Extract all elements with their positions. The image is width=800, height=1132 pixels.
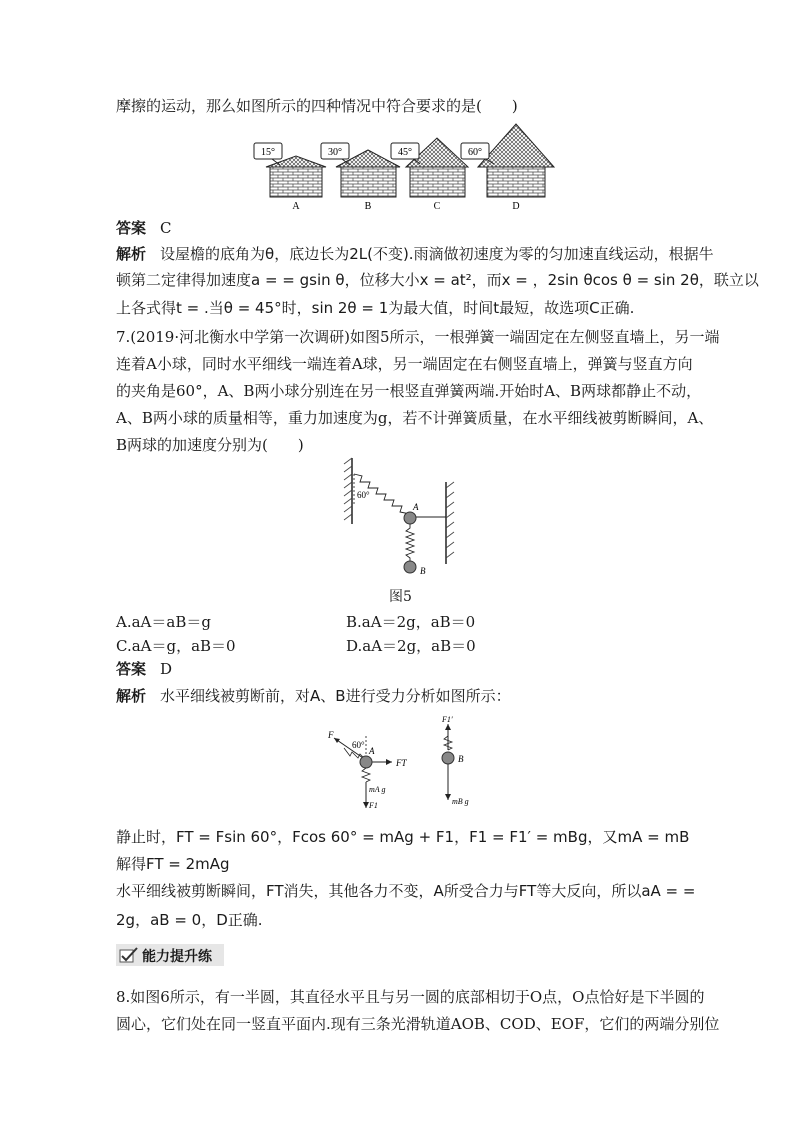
analysis-text: 设屋檐的底角为θ，底边长为2L(不变).雨滴做初速度为零的匀加速直线运动，根据牛 [160, 245, 714, 263]
house-b-angle: 30° [328, 147, 342, 158]
analysis-text: 水平细线被剪断前，对A、B进行受力分析如图所示： [160, 687, 511, 705]
q6-question-tail: 摩擦的运动，那么如图所示的四种情况中符合要求的是( ) [116, 97, 518, 115]
house-a-angle: 15° [261, 147, 275, 158]
answer-label: 答案 [116, 660, 147, 678]
house-d-label: D [512, 201, 520, 212]
q7-solution-1: 静止时，FT = Fsin 60°，Fcos 60° = mAg + F1，F1 = F1′ = mBg，又mA = mB [116, 828, 690, 846]
q8-line-1: 8.如图6所示，有一半圆，其直径水平且与另一圆的底部相切于O点，O点恰好是下半圆的 [116, 988, 705, 1006]
house-b-label: B [364, 201, 372, 212]
q6-analysis-line-2: 顿第二定律得加速度a = = gsin θ，位移大小x = at²，而x = ，2sin θcos θ = sin 2θ，联立以 [116, 271, 759, 289]
section-header [116, 944, 224, 966]
q6-analysis-line-3: 上各式得t = .当θ = 45°时，sin 2θ = 1为最大值，时间t最短，故选项C正确. [116, 299, 635, 317]
analysis-label: 解析 [116, 687, 147, 705]
house-a [254, 143, 326, 212]
house-d-angle: 60° [468, 147, 482, 158]
q6-answer [116, 218, 172, 238]
fig5-label-a: A [413, 502, 419, 512]
answer-label: 答案 [116, 219, 147, 237]
force-diagram [0, 710, 800, 820]
q7-solution-3: 水平细线被剪断瞬间，FT消失，其他各力不变，A所受合力与FT等大反向，所以aA = = [116, 882, 696, 900]
fig5-label-b: B [420, 566, 426, 576]
figure-5 [0, 454, 800, 584]
q7-solution-4: 2g，aB = 0，D正确. [116, 911, 263, 929]
analysis-label: 解析 [116, 245, 147, 263]
q7-line-1: 7.(2019·河北衡水中学第一次调研)如图5所示，一根弹簧一端固定在左侧竖直墙上，另一端 [116, 328, 720, 346]
q7-line-5: B两球的加速度分别为( ) [116, 436, 304, 454]
force-label-f1p: F1′ [442, 715, 453, 724]
house-c-angle: 45° [398, 147, 412, 158]
house-a-label: A [292, 201, 300, 212]
force-label-a: A [369, 746, 375, 756]
checkbox-icon [119, 946, 139, 964]
house-d [461, 124, 554, 212]
house-c-label: C [433, 201, 441, 212]
fig5-angle: 60° [357, 490, 370, 500]
option-c[interactable]: C.aA＝g，aB＝0 [116, 637, 236, 655]
q7-analysis [116, 686, 511, 706]
section-title: 能力提升练 [142, 949, 212, 965]
force-label-ft: FT [396, 758, 407, 768]
q6-analysis-line-1 [116, 244, 714, 264]
q7-answer [116, 659, 172, 679]
force-label-f1: F1 [369, 801, 378, 810]
option-b[interactable]: B.aA＝2g，aB＝0 [346, 613, 476, 631]
answer-value: D [160, 660, 173, 678]
force-label-b: B [458, 754, 464, 764]
q7-line-3: 的夹角是60°，A、B两小球分别连在另一根竖直弹簧两端.开始时A、B两球都静止不动， [116, 382, 702, 400]
q7-solution-2: 解得FT = 2mAg [116, 855, 230, 873]
q7-line-2: 连着A小球，同时水平细线一端连着A球，另一端固定在右侧竖直墙上，弹簧与竖直方向 [116, 355, 693, 373]
force-label-mag: mA g [369, 785, 386, 794]
answer-value: C [160, 219, 172, 237]
q7-line-4: A、B两小球的质量相等，重力加速度为g，若不计弹簧质量，在水平细线被剪断瞬间，A、 [116, 409, 714, 427]
option-d[interactable]: D.aA＝2g，aB＝0 [346, 637, 476, 655]
option-a[interactable]: A.aA＝aB＝g [116, 613, 211, 631]
force-label-f: F [328, 730, 334, 740]
q8-line-2: 圆心，它们处在同一竖直平面内.现有三条光滑轨道AOB、COD、EOF，它们的两端分别位 [116, 1015, 720, 1033]
force-label-angle: 60° [352, 740, 365, 750]
figure-5-caption: 图5 [389, 589, 412, 605]
force-label-mbg: mB g [452, 797, 469, 806]
house-c [391, 138, 468, 212]
house-b [321, 143, 400, 212]
